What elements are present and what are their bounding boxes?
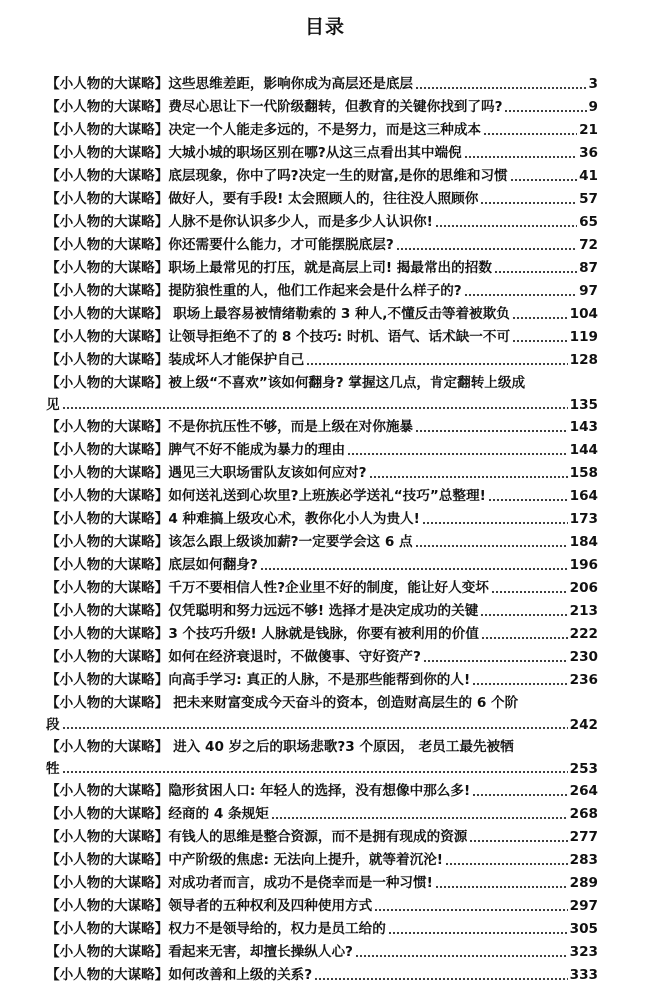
toc-entry[interactable] <box>46 280 598 303</box>
toc-entry-title: 【小人物的大谋略】3 个技巧升级! 人脉就是钱脉，你要有被利用的价值 <box>46 626 479 642</box>
toc-entry[interactable] <box>46 349 598 372</box>
toc-entry-page: 253 <box>569 761 598 777</box>
page-title: 目录 <box>304 16 345 38</box>
dot-leader <box>422 520 568 525</box>
dot-leader <box>483 131 577 136</box>
toc-entry-page: 36 <box>579 145 598 161</box>
dot-leader <box>62 725 568 730</box>
toc-entry[interactable] <box>46 372 598 416</box>
toc-entry-page: 144 <box>569 442 598 458</box>
dot-leader <box>415 85 587 90</box>
toc-entry[interactable] <box>46 600 598 623</box>
toc-entry-title: 【小人物的大谋略】千万不要相信人性?企业里不好的制度，能让好人变坏 <box>46 580 489 596</box>
toc-entry-title: 【小人物的大谋略】经商的 4 条规矩 <box>46 806 269 822</box>
toc-entry[interactable] <box>46 462 598 485</box>
dot-leader <box>512 315 568 320</box>
toc-entry[interactable] <box>46 895 598 918</box>
toc-entry-title: 【小人物的大谋略】这些思维差距，影响你成为高层还是底层 <box>46 76 414 92</box>
toc-entry-page: 128 <box>569 352 598 368</box>
toc-entry-title: 【小人物的大谋略】 进入 40 岁之后的职场悲歌?3 个原因， 老员工最先被牺 <box>46 739 514 755</box>
table-of-contents <box>46 73 598 987</box>
dot-leader <box>396 246 577 251</box>
toc-entry[interactable] <box>46 485 598 508</box>
toc-entry-title: 【小人物的大谋略】如何改善和上级的关系? <box>46 967 313 983</box>
toc-entry-page: 143 <box>569 419 598 435</box>
toc-entry[interactable] <box>46 736 598 780</box>
dot-leader <box>464 292 577 297</box>
toc-entry[interactable] <box>46 531 598 554</box>
toc-entry[interactable] <box>46 303 598 326</box>
toc-entry-title: 【小人物的大谋略】大城小城的职场区别在哪?从这三点看出其中端倪 <box>46 145 462 161</box>
toc-entry[interactable] <box>46 188 598 211</box>
dot-leader <box>260 566 568 571</box>
toc-entry-page: 305 <box>569 921 598 937</box>
toc-entry[interactable] <box>46 119 598 142</box>
toc-entry[interactable] <box>46 73 598 96</box>
toc-entry-page: 9 <box>588 99 598 115</box>
dot-leader <box>62 405 568 410</box>
dot-leader <box>423 658 568 663</box>
toc-entry-title: 【小人物的大谋略】职场上最常见的打压，就是高层上司! 揭最常出的招数 <box>46 260 492 276</box>
toc-entry[interactable] <box>46 508 598 531</box>
toc-entry[interactable] <box>46 211 598 234</box>
toc-entry[interactable] <box>46 165 598 188</box>
toc-entry-title: 【小人物的大谋略】该怎么跟上级谈加薪?一定要学会这 6 点 <box>46 534 413 550</box>
dot-leader <box>469 838 567 843</box>
dot-leader <box>415 543 568 548</box>
toc-entry[interactable] <box>46 257 598 280</box>
dot-leader <box>481 635 568 640</box>
toc-entry-page: 222 <box>569 626 598 642</box>
dot-leader <box>347 451 568 456</box>
toc-entry[interactable] <box>46 554 598 577</box>
dot-leader <box>445 861 568 866</box>
toc-entry-title: 【小人物的大谋略】 把未来财富变成今天奋斗的资本，创造财高层生的 6 个阶 <box>46 695 519 711</box>
toc-entry-title: 【小人物的大谋略】提防狼性重的人，他们工作起来会是什么样子的? <box>46 283 462 299</box>
toc-entry-page: 184 <box>569 534 598 550</box>
toc-entry[interactable] <box>46 646 598 669</box>
toc-entry-title: 【小人物的大谋略】决定一个人能走多远的，不是努力，而是这三种成本 <box>46 122 481 138</box>
toc-entry-title: 【小人物的大谋略】仅凭聪明和努力远远不够! 选择才是决定成功的关键 <box>46 603 479 619</box>
toc-entry-title: 【小人物的大谋略】 职场上最容易被情绪勒索的 3 种人,不懂反击等着被欺负 <box>46 306 510 322</box>
toc-entry-page: 206 <box>569 580 598 596</box>
toc-entry-title: 【小人物的大谋略】对成功者而言，成功不是侥幸而是一种习惯! <box>46 875 433 891</box>
toc-entry-title: 【小人物的大谋略】费尽心思让下一代阶级翻转，但教育的关键你找到了吗? <box>46 99 503 115</box>
toc-entry-page: 158 <box>569 465 598 481</box>
dot-leader <box>355 953 568 958</box>
toc-entry-title: 【小人物的大谋略】不是你抗压性不够，而是上级在对你施暴 <box>46 419 414 435</box>
dot-leader <box>472 681 567 686</box>
toc-entry-page: 283 <box>569 852 598 868</box>
toc-entry[interactable] <box>46 669 598 692</box>
toc-entry-title: 【小人物的大谋略】脾气不好不能成为暴力的理由 <box>46 442 346 458</box>
toc-entry-page: 41 <box>579 168 598 184</box>
toc-entry-page: 65 <box>579 214 598 230</box>
toc-entry-title: 【小人物的大谋略】你还需要什么能力，才可能摆脱底层? <box>46 237 394 253</box>
toc-entry-title: 【小人物的大谋略】隐形贫困人口: 年轻人的选择，没有想像中那么多! <box>46 783 471 799</box>
dot-leader <box>512 338 568 343</box>
toc-entry-page: 104 <box>569 306 598 322</box>
toc-entry-page: 3 <box>588 76 598 92</box>
dot-leader <box>464 154 577 159</box>
toc-entry-title: 【小人物的大谋略】领导者的五种权利及四种使用方式 <box>46 898 373 914</box>
toc-entry[interactable] <box>46 872 598 895</box>
toc-entry-page: 164 <box>569 488 598 504</box>
toc-entry[interactable] <box>46 780 598 803</box>
toc-entry-page: 173 <box>569 511 598 527</box>
toc-entry-page: 135 <box>569 397 598 413</box>
dot-leader <box>435 223 577 228</box>
toc-entry-title: 【小人物的大谋略】做好人，要有手段! 太会照顾人的，往往没人照顾你 <box>46 191 479 207</box>
toc-entry-page: 268 <box>569 806 598 822</box>
toc-entry-title: 【小人物的大谋略】让领导拒绝不了的 8 个技巧: 时机、语气、话术缺一不可 <box>46 329 511 345</box>
dot-leader <box>435 884 568 889</box>
toc-entry[interactable] <box>46 849 598 872</box>
dot-leader <box>271 815 568 820</box>
toc-entry-page: 196 <box>569 557 598 573</box>
toc-entry-title: 【小人物的大谋略】有钱人的思维是整合资源，而不是拥有现成的资源 <box>46 829 468 845</box>
toc-entry-page: 277 <box>569 829 598 845</box>
dot-leader <box>494 269 577 274</box>
dot-leader <box>504 108 586 113</box>
toc-entry-title: 【小人物的大谋略】如何送礼送到心坎里?上班族必学送礼“技巧”总整理! <box>46 488 486 504</box>
toc-entry[interactable] <box>46 692 598 736</box>
dot-leader <box>510 177 577 182</box>
toc-entry-title: 【小人物的大谋略】如何在经济衰退时，不做傻事、守好资产? <box>46 649 421 665</box>
toc-entry[interactable] <box>46 918 598 941</box>
toc-entry-title-continued: 见 <box>46 397 60 413</box>
toc-entry[interactable] <box>46 142 598 165</box>
toc-entry-page: 264 <box>569 783 598 799</box>
toc-entry-page: 289 <box>569 875 598 891</box>
toc-entry[interactable] <box>46 234 598 257</box>
toc-entry[interactable] <box>46 416 598 439</box>
toc-entry-page: 21 <box>579 122 598 138</box>
toc-entry-page: 57 <box>579 191 598 207</box>
dot-leader <box>480 612 567 617</box>
dot-leader <box>369 474 568 479</box>
toc-entry-page: 119 <box>569 329 598 345</box>
toc-entry[interactable] <box>46 826 598 849</box>
toc-entry[interactable] <box>46 96 598 119</box>
toc-entry-title-continued: 段 <box>46 717 60 733</box>
toc-entry-title: 【小人物的大谋略】向高手学习: 真正的人脉，不是那些能帮到你的人! <box>46 672 471 688</box>
toc-entry-title: 【小人物的大谋略】底层现象，你中了吗?决定一生的财富,是你的思维和习惯 <box>46 168 508 184</box>
toc-entry-page: 236 <box>569 672 598 688</box>
toc-entry[interactable] <box>46 964 598 987</box>
dot-leader <box>415 428 568 433</box>
toc-entry-title: 【小人物的大谋略】人脉不是你认识多少人，而是多少人认识你! <box>46 214 433 230</box>
toc-entry[interactable] <box>46 439 598 462</box>
toc-entry-page: 97 <box>579 283 598 299</box>
dot-leader <box>488 497 568 502</box>
toc-entry-title: 【小人物的大谋略】中产阶级的焦虑: 无法向上提升，就等着沉沦! <box>46 852 443 868</box>
dot-leader <box>388 930 568 935</box>
toc-entry-title: 【小人物的大谋略】装成坏人才能保护自己 <box>46 352 305 368</box>
toc-entry-title: 【小人物的大谋略】底层如何翻身? <box>46 557 258 573</box>
toc-entry-title: 【小人物的大谋略】遇见三大职场雷队友该如何应对? <box>46 465 367 481</box>
dot-leader <box>314 976 567 981</box>
toc-entry[interactable] <box>46 803 598 826</box>
toc-entry-title-continued: 牲 <box>46 761 60 777</box>
toc-entry-page: 72 <box>579 237 598 253</box>
toc-entry-page: 323 <box>569 944 598 960</box>
toc-entry-page: 87 <box>579 260 598 276</box>
dot-leader <box>374 907 567 912</box>
dot-leader <box>62 769 568 774</box>
toc-entry[interactable] <box>46 941 598 964</box>
dot-leader <box>480 200 577 205</box>
toc-entry-page: 242 <box>569 717 598 733</box>
dot-leader <box>306 361 567 366</box>
dot-leader <box>491 589 568 594</box>
toc-entry-title: 【小人物的大谋略】被上级“不喜欢”该如何翻身? 掌握这几点，肯定翻转上级成 <box>46 375 526 391</box>
toc-entry[interactable] <box>46 577 598 600</box>
toc-entry-title: 【小人物的大谋略】4 种难搞上级攻心术，教你化小人为贵人! <box>46 511 420 527</box>
toc-entry-page: 333 <box>569 967 598 983</box>
toc-entry-title: 【小人物的大谋略】看起来无害，却擅长操纵人心? <box>46 944 353 960</box>
dot-leader <box>472 792 567 797</box>
toc-entry-page: 230 <box>569 649 598 665</box>
toc-entry[interactable] <box>46 623 598 646</box>
toc-entry-title: 【小人物的大谋略】权力不是领导给的，权力是员工给的 <box>46 921 386 937</box>
toc-entry[interactable] <box>46 326 598 349</box>
toc-entry-page: 297 <box>569 898 598 914</box>
toc-entry-page: 213 <box>569 603 598 619</box>
